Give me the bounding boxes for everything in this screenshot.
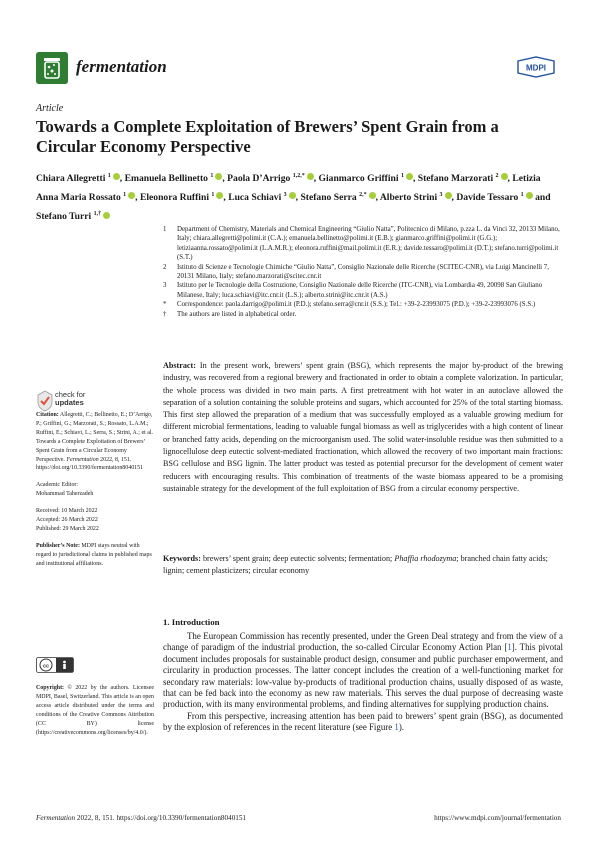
author-name: Stefano Serra	[300, 192, 360, 204]
author-separator: ,	[223, 192, 229, 204]
affiliation-item	[163, 281, 563, 300]
reference-link[interactable]: 1	[507, 642, 512, 653]
author-separator: ,	[119, 173, 125, 185]
author-name: Emanuela Bellinetto	[124, 173, 211, 185]
affiliation-item	[163, 263, 563, 282]
author-name: Alberto Strini	[379, 192, 440, 204]
affiliation-mark: *	[163, 301, 167, 309]
publisher-note: MDPI stays neutral with regard to jurisdictional claims in published maps and institutional affiliations.	[36, 542, 152, 567]
affiliation-text: Istituto di Scienze e Tecnologie Chimiche “Giulio Natta”, Consiglio Nazionale delle Ricerche (SCITEC-CNR), via Luigi Mancinelli 7, 20131 Milano, Italy; stefano.marzorati@scitec.cnr.it	[177, 263, 549, 281]
fermentation-logo-icon	[36, 52, 68, 84]
affiliations	[163, 225, 563, 319]
citation-journal: Fermentation	[66, 456, 99, 463]
paper-title: Towards a Complete Exploitation of Brewers’ Spent Grain from a Circular Economy Perspective	[36, 117, 499, 156]
affiliation-text: Correspondence: paola.darrigo@polimi.it (P.D.); stefano.serra@cnr.it (S.S.); Tel.: +39-2-23993075 (P.D.); +39-2-23993076 (S.S.)	[177, 301, 536, 309]
author-affiliation-mark: 3	[283, 192, 287, 199]
affiliation-text: Department of Chemistry, Materials and Chemical Engineering “Giulio Natta”, Politecnico di Milano, p.zza L. da Vinci 32, 20133 Milano, Italy; chiara.allegretti@polimi.it (C.A.); emanuela.bellinetto@polimi.it (E.B.); gianmarco.griffini@polimi.it (G.G.); letiziaanna.rossato@polimi.it (L.A.M.R.); eleonora.ruffini@mail.polimi.it (E.R.); davide.tessaro@polimi.it (D.T.); stefano.turri@polimi.it (S.T.)	[177, 226, 560, 262]
affiliation-mark: 3	[163, 282, 167, 290]
orcid-icon[interactable]	[406, 173, 413, 180]
author-affiliation-mark: 2	[495, 173, 499, 179]
citation-sidebar	[36, 411, 154, 577]
author-affiliation-mark: 1	[210, 173, 214, 179]
author-name: Letizia Anna Maria Rossato	[36, 173, 541, 204]
author-name: Gianmarco Griffini	[318, 173, 401, 185]
author-name: Luca Schiavi	[228, 192, 284, 204]
orcid-icon[interactable]	[501, 173, 508, 180]
section-heading: 1. Introduction	[163, 617, 220, 627]
published-date: Published: 29 March 2022	[36, 525, 99, 532]
footer-citation	[36, 814, 246, 822]
check-for-updates-icon[interactable]	[36, 390, 54, 412]
affiliation-text: The authors are listed in alphabetical order.	[177, 310, 297, 318]
author-separator: ,	[135, 192, 140, 204]
keywords	[163, 553, 563, 578]
author-separator: ,	[507, 173, 513, 185]
accepted-date: Accepted: 26 March 2022	[36, 517, 98, 524]
footer-journal-url[interactable]: https://www.mdpi.com/journal/fermentation	[434, 814, 561, 822]
article-type: Article	[36, 103, 64, 114]
author-separator: ,	[313, 173, 319, 185]
affiliation-mark: 2	[163, 263, 167, 271]
copyright-text: © 2022 by the authors. Licensee MDPI, Basel, Switzerland. This article is an open access article distributed under the terms and conditions of the Creative Commons Attribution (CC BY) license (https://creativecommons.org/licenses/by/4.0/).	[36, 685, 155, 736]
author-name: Davide Tessaro	[456, 192, 521, 204]
author-separator: ,	[412, 173, 418, 185]
orcid-icon[interactable]	[113, 173, 120, 180]
copyright-sidebar	[36, 684, 154, 737]
affiliation-mark: †	[163, 310, 167, 318]
author-separator: ,	[222, 173, 228, 185]
author-affiliation-mark: 1,2,*	[292, 173, 305, 179]
author-list	[36, 168, 564, 226]
author-separator: ,	[295, 192, 301, 204]
paragraph-1: The European Commission has recently presented, under the Green Deal strategy and from the view of a change of paradigm of the industrial production, the so-called Circular Economy Action Plan [1]. This pivotal document includes proposals for sustainable product design, consumer and public purchaser empowerment, and circularity in production processes. The latter concept includes the creation of a well-functioning market for secondary raw materials: low-value by-products of traditional production chains, usually disposed of as waste, that can be fed back into the economy as new raw materials. This serves the dual purpose of decreasing waste production, with its many environmental problems, and finding alternatives for supplying production chains.	[163, 631, 563, 710]
author-name: Eleonora Ruffini	[139, 192, 212, 204]
introduction-body	[163, 631, 563, 734]
copyright-label: Copyright:	[36, 685, 65, 691]
affiliation-item	[163, 300, 563, 309]
abstract	[163, 360, 563, 495]
affiliation-mark: 1	[163, 226, 167, 233]
footer-doi[interactable]: 2022, 8, 151. https://doi.org/10.3390/fermentation8040151	[75, 814, 247, 822]
author-affiliation-mark: 1	[123, 192, 127, 199]
keywords-text-2: ; branched chain fatty acids; lignin; cement plasticizers; circular economy	[163, 554, 548, 576]
author-affiliation-mark: 3	[439, 192, 443, 199]
abstract-label: Abstract:	[163, 361, 196, 370]
keywords-text-1: brewers’ spent grain; deep eutectic solvents; fermentation;	[202, 554, 395, 563]
cc-by-license-icon[interactable]	[36, 657, 74, 673]
author-name: Stefano Turri	[36, 211, 94, 223]
check-line-2: updates	[55, 398, 84, 407]
author-affiliation-mark: 1	[400, 173, 404, 179]
author-name: Chiara Allegretti	[36, 173, 108, 185]
orcid-icon[interactable]	[369, 192, 376, 199]
keywords-italic: Phaffia rhodozyma	[394, 554, 457, 563]
author-affiliation-mark: 1	[211, 192, 215, 199]
editor-name: Mohammad Taherzadeh	[36, 491, 94, 498]
orcid-icon[interactable]	[445, 192, 452, 199]
author-separator: ,	[375, 192, 380, 204]
publisher-note-label: Publisher’s Note:	[36, 542, 80, 549]
affiliation-item	[163, 310, 563, 319]
author-affiliation-mark: 2,*	[359, 192, 367, 199]
abstract-text: In the present work, brewers’ spent grain (BSG), which represents the major by-product of the brewing industry, was recovered from a regional brewery and fractionated in order to obtain a complete valorization. In particular, the whole process was divided in two main parts. A first pretreatment with hot water in an autoclave allowed the separation of a solution containing the soluble proteins and sugars, which accounted for 25% of the total starting biomass. This first step allowed the preparation of a medium that was successfully employed as a valuable growing medium for different microbial fermentations, leading to valuable fungal biomass as well as triglycerides with a high content of linear or branched fatty acids, depending on the microorganism used. The solid water-insoluble residue was then submitted to a lignocellulose deep eutectic solvent-mediated fractionation, which allowed the recovery of two important main fractions: BSG cellulose and BSG lignin. The latter product was tested as potential precursor for the development of cement water reducers with encouraging results. This combination of treatments of the waste biomass appeared to be a promising sustainable strategy for the development of the full exploitation of BSG from a circular economy perspective.	[163, 361, 564, 493]
author-name: Paola D’Arrigo	[227, 173, 293, 185]
author-affiliation-mark: 1	[520, 192, 524, 199]
citation-tail: 2022, 8, 151. https://doi.org/10.3390/fermentation8040151	[36, 456, 144, 472]
paragraph-2: From this perspective, increasing attention has been paid to brewers’ spent grain (BSG), as documented by the explosion of references in the recent literature (see Figure 1).	[163, 710, 563, 733]
citation-text: Allegretti, C.; Bellinetto, E.; D’Arrigo, P.; Griffini, G.; Marzorati, S.; Rossato, L.A.M.; Ruffini, E.; Schiavi, L.; Serra, S.; Strini, A.; et al. Towards a Complete Exploitation of Brewers’ Spent Grain from a Circular Economy Perspective.	[36, 412, 153, 463]
author-separator: ,	[451, 192, 457, 204]
footer-journal: Fermentation	[36, 814, 76, 822]
mdpi-logo-text: MDPI	[526, 63, 546, 73]
author-affiliation-mark: 1,†	[93, 211, 102, 218]
journal-name: fermentation	[76, 57, 167, 76]
affiliation-text: Istituto per le Tecnologie della Costruzione, Consiglio Nazionale delle Ricerche (ITC-CNR), via Lombardia 49, 20098 San Giuliano Milanese, Italy; luca.schiavi@itc.cnr.it (L.S.); alberto.strini@itc.cnr.it (A.S.)	[177, 282, 543, 299]
figure-link[interactable]: 1	[394, 722, 399, 733]
check-for-updates-link[interactable]	[55, 391, 85, 407]
author-separator: and	[532, 192, 551, 204]
orcid-icon[interactable]	[307, 173, 314, 180]
keywords-label: Keywords:	[163, 554, 201, 563]
mdpi-logo-icon	[516, 56, 556, 78]
author-affiliation-mark: 1	[107, 173, 111, 179]
orcid-icon[interactable]	[526, 192, 533, 199]
author-name: Stefano Marzorati	[417, 173, 496, 185]
svg-text:cc: cc	[42, 663, 50, 670]
citation-label: Citation:	[36, 412, 59, 418]
received-date: Received: 10 March 2022	[36, 508, 98, 515]
orcid-icon[interactable]	[103, 212, 110, 219]
editor-label: Academic Editor:	[36, 482, 79, 489]
orcid-icon[interactable]	[289, 192, 296, 199]
affiliation-item	[163, 225, 563, 263]
check-line-1: check for	[55, 390, 86, 399]
